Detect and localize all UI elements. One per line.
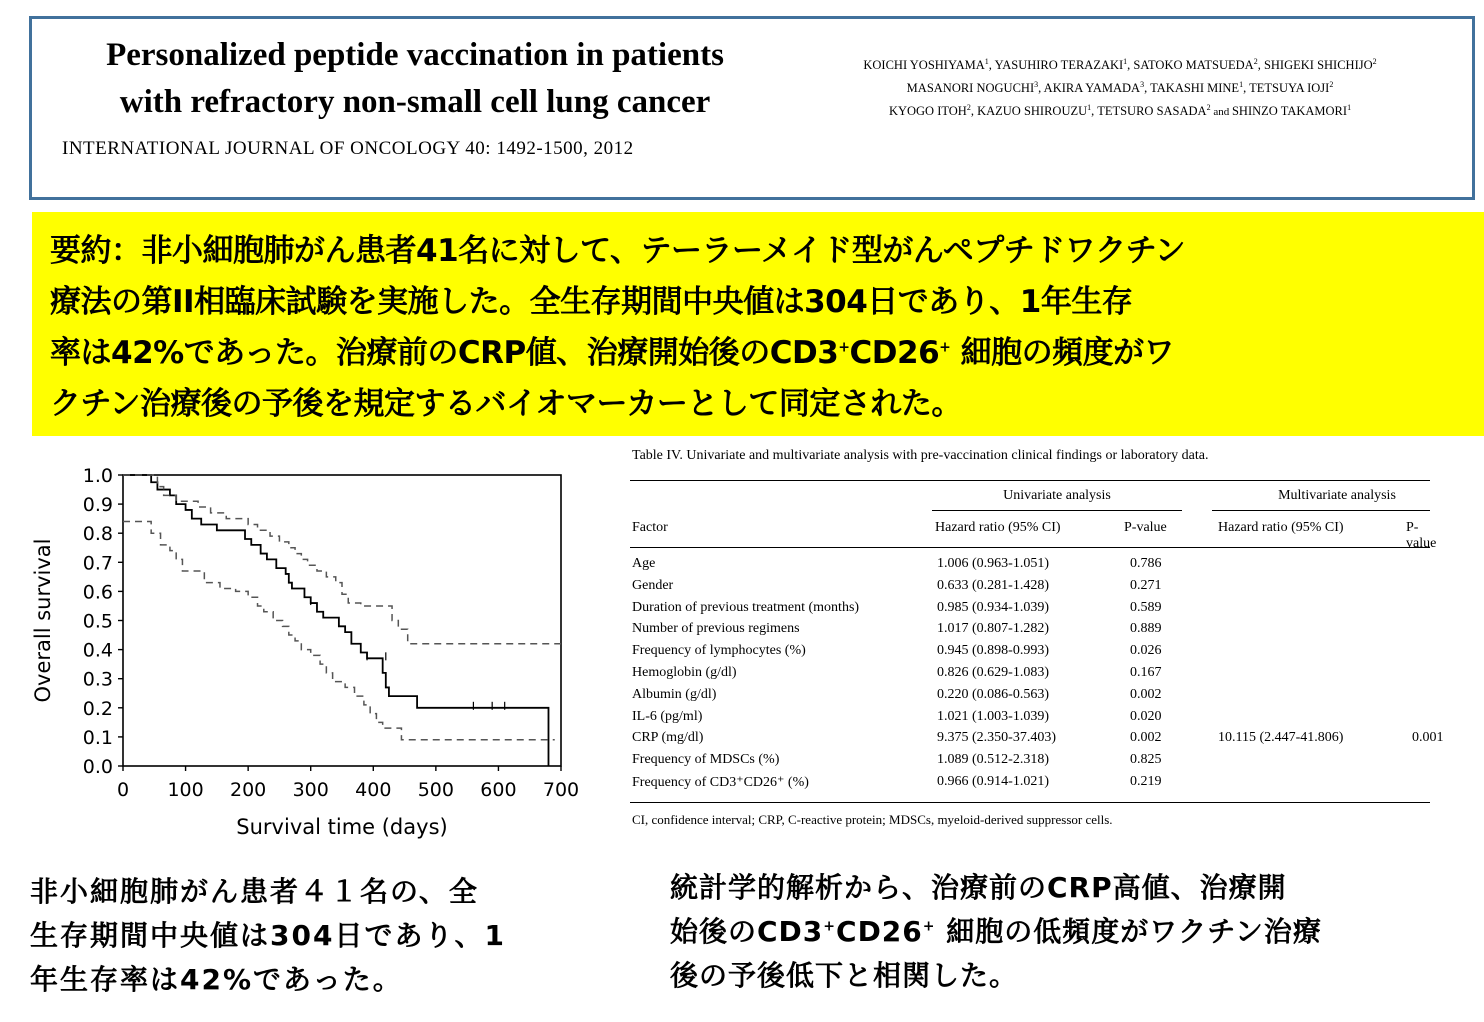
cell-factor: Hemoglobin (g/dl)	[632, 665, 737, 680]
paper-title-line2: with refractory non-small cell lung cancer	[119, 84, 711, 120]
caption-left	[30, 870, 590, 1002]
cell-factor: Gender	[632, 577, 674, 593]
multivariate-group-rule	[1212, 510, 1430, 511]
table-row	[630, 774, 1430, 795]
cell-factor: Number of previous regimens	[632, 621, 800, 637]
cell-uni-p: 0.026	[1130, 643, 1162, 659]
author-line: MASANORI NOGUCHI$^3$, AKIRA YAMADA$^3$, TAKASHI MINE$^1$, TETSUYA IOJI$^2$	[906, 80, 1334, 96]
author-affiliation: 1	[984, 57, 989, 66]
cell-factor: Age	[632, 556, 656, 571]
caption-right-line-1: 統計学的解析から、治療前のCRP高値、治療開	[670, 871, 1287, 904]
col-header-uni-hr: Hazard ratio (95% CI)	[935, 520, 1061, 535]
table-header-rule	[630, 547, 1430, 548]
cell-factor: IL-6 (pg/ml)	[632, 708, 703, 724]
x-tick-label: 700	[542, 779, 580, 801]
table-caption: Table IV. Univariate and multivariate analysis with pre-vaccination clinical findings or laboratory data.	[632, 448, 1209, 463]
cell-uni-p: 0.825	[1130, 752, 1162, 768]
cell-uni-p: 0.020	[1130, 708, 1162, 724]
author-name: KAZUO SHIROUZU$^1$	[977, 103, 1092, 119]
x-tick-label: 600	[480, 779, 517, 801]
author-name: TAKASHI MINE$^1$	[1150, 80, 1244, 96]
x-tick-label: 0	[116, 779, 130, 801]
cell-factor: Duration of previous treatment (months)	[632, 599, 860, 615]
table-row	[630, 556, 1430, 577]
author-name: SHINZO TAKAMORI$^1$	[1231, 103, 1352, 119]
x-tick-label: 200	[230, 779, 267, 801]
caption-right-line-2	[670, 910, 1460, 954]
caption-text: 始後のCD3	[670, 915, 824, 948]
author-affiliation: 2	[1253, 57, 1258, 66]
x-tick-label: 400	[355, 779, 392, 801]
author-name: AKIRA YAMADA$^3$	[1043, 80, 1145, 96]
cell-uni-hr: 1.021 (1.003-1.039)	[937, 708, 1049, 724]
cell-uni-hr: 9.375 (2.350-37.403)	[937, 730, 1056, 746]
paper-title	[30, 32, 800, 126]
table-row	[630, 600, 1430, 621]
cell-uni-hr: 0.826 (0.629-1.083)	[937, 665, 1049, 680]
author-and: and	[1210, 106, 1232, 119]
caption-text: CD26	[836, 915, 923, 948]
cell-uni-p: 0.271	[1130, 577, 1162, 593]
table-row	[630, 643, 1430, 664]
cell-uni-p: 0.002	[1130, 730, 1162, 746]
cell-factor: Albumin (g/dl)	[632, 686, 717, 702]
x-tick-label: 100	[167, 779, 204, 801]
caption-left-line-2: 生存期間中央値は304日であり、1	[30, 919, 506, 952]
summary-text: 細胞の頻度がワ	[950, 335, 1175, 371]
caption-right	[670, 866, 1460, 998]
table-row	[630, 709, 1430, 730]
cell-uni-p: 0.889	[1130, 621, 1162, 637]
table-bottom-rule	[630, 802, 1430, 803]
col-header-multi-p: P-value	[1406, 520, 1437, 551]
cell-uni-hr: 0.985 (0.934-1.039)	[937, 599, 1049, 615]
group-header-multivariate: Multivariate analysis	[1278, 488, 1396, 503]
author-name: YASUHIRO TERAZAKI$^1$	[994, 57, 1128, 73]
cell-uni-p: 0.167	[1130, 665, 1162, 680]
y-tick-label: 0.7	[82, 552, 113, 575]
author-line: KYOGO ITOH$^2$, KAZUO SHIROUZU$^1$, TETSURO SASADA$^2$ and SHINZO TAKAMORI$^1$	[888, 103, 1352, 119]
author-affiliation: 3	[1034, 80, 1039, 90]
author-affiliation: 2	[1329, 80, 1334, 90]
summary-line-2: 療法の第II相臨床試験を実施した。全生存期間中央値は304日であり、1年生存	[50, 284, 1133, 320]
y-tick-label: 0.4	[82, 639, 113, 662]
cell-factor: CRP (mg/dl)	[632, 730, 704, 746]
cell-uni-hr: 1.017 (0.807-1.282)	[937, 621, 1049, 637]
cell-multi-p: 0.001	[1412, 730, 1444, 746]
author-affiliation: 2	[1372, 57, 1377, 66]
table-row	[630, 730, 1444, 751]
author-affiliation: 1	[1087, 103, 1092, 113]
table-row	[630, 687, 1430, 708]
author-line: KOICHI YOSHIYAMA$^1$, YASUHIRO TERAZAKI$^1$, SATOKO MATSUEDA$^2$, SHIGEKI SHICHIJO$^2$	[863, 57, 1377, 73]
table-iv	[630, 448, 1444, 827]
caption-left-line-1: 非小細胞肺がん患者４１名の、全	[30, 875, 479, 908]
table-row	[630, 621, 1430, 642]
survival-curve-chart	[20, 455, 600, 855]
summary-line-3	[50, 328, 1466, 379]
univariate-group-rule	[932, 510, 1182, 511]
paper-title-line1: Personalized peptide vaccination in patients	[106, 37, 724, 73]
x-axis-label: Survival time (days)	[236, 815, 448, 839]
author-affiliation: 3	[1140, 80, 1145, 90]
plot-frame	[123, 475, 561, 766]
y-tick-label: 0.5	[82, 610, 113, 633]
x-tick-label: 300	[292, 779, 329, 801]
x-tick-label: 500	[417, 779, 454, 801]
table-row	[630, 752, 1430, 773]
table-top-rule	[630, 480, 1430, 481]
cell-uni-p: 0.786	[1130, 556, 1162, 571]
superscript-plus: +	[922, 918, 936, 935]
author-name: KYOGO ITOH$^2$	[888, 103, 971, 119]
summary-line-4: クチン治療後の予後を規定するバイオマーカーとして同定された。	[50, 386, 962, 422]
col-header-multi-hr: Hazard ratio (95% CI)	[1218, 520, 1344, 535]
author-affiliation: 1	[1123, 57, 1128, 66]
group-header-univariate: Univariate analysis	[1003, 488, 1111, 503]
author-affiliation: 1	[1347, 103, 1352, 113]
cell-uni-hr: 1.006 (0.963-1.051)	[937, 556, 1049, 571]
y-tick-label: 0.8	[82, 523, 113, 546]
author-name: SHIGEKI SHICHIJO$^2$	[1263, 57, 1377, 73]
confidence-band-curve	[123, 475, 561, 644]
y-tick-label: 0.3	[82, 668, 113, 691]
journal-citation: INTERNATIONAL JOURNAL OF ONCOLOGY 40: 1492-1500, 2012	[62, 138, 634, 159]
author-name: SATOKO MATSUEDA$^2$	[1133, 57, 1258, 73]
cell-uni-hr: 0.633 (0.281-1.428)	[937, 577, 1049, 593]
author-name: TETSURO SASADA$^2$	[1097, 103, 1211, 119]
author-name: MASANORI NOGUCHI$^3$	[906, 80, 1039, 96]
cell-uni-hr: 1.089 (0.512-2.318)	[937, 752, 1049, 768]
y-axis-label: Overall survival	[31, 538, 55, 703]
survival-curve	[123, 475, 548, 766]
author-affiliation: 2	[1206, 103, 1211, 113]
y-tick-label: 0.2	[82, 697, 113, 720]
table-row	[630, 665, 1430, 686]
table-row	[630, 578, 1430, 599]
cell-uni-hr: 0.220 (0.086-0.563)	[937, 686, 1049, 702]
y-tick-label: 0.6	[82, 581, 113, 604]
summary-line-1: 要約：非小細胞肺がん患者41名に対して、テーラーメイド型がんペプチドワクチン	[50, 233, 1186, 269]
cell-factor: Frequency of MDSCs (%)	[632, 752, 780, 768]
superscript-plus: +	[838, 339, 850, 356]
y-tick-label: 0.0	[82, 756, 113, 778]
caption-left-line-3: 年生存率は42%であった。	[30, 963, 403, 996]
cell-uni-p: 0.002	[1130, 686, 1162, 702]
superscript-plus: +	[823, 918, 837, 935]
table-footnote: CI, confidence interval; CRP, C-reactive protein; MDSCs, myeloid-derived suppressor cells.	[632, 812, 1113, 827]
col-header-uni-p: P-value	[1124, 520, 1167, 535]
cell-factor: Frequency of CD3⁺CD26⁺ (%)	[632, 775, 809, 790]
caption-text: 細胞の低頻度がワクチン治療	[935, 915, 1322, 948]
y-tick-label: 0.1	[82, 726, 113, 749]
cell-uni-hr: 0.966 (0.914-1.021)	[937, 774, 1049, 789]
caption-right-line-3: 後の予後低下と相関した。	[670, 959, 1019, 992]
author-name: KOICHI YOSHIYAMA$^1$	[863, 57, 989, 73]
author-affiliation: 1	[1239, 80, 1244, 90]
cell-uni-p: 0.219	[1130, 774, 1162, 789]
cell-uni-hr: 0.945 (0.898-0.993)	[937, 643, 1049, 659]
summary-text: CD26	[849, 335, 940, 371]
cell-factor: Frequency of lymphocytes (%)	[632, 643, 806, 659]
y-tick-label: 0.9	[82, 494, 113, 517]
superscript-plus: +	[939, 339, 951, 356]
author-list	[800, 52, 1440, 122]
summary-text: 率は42%であった。治療前のCRP値、治療開始後のCD3	[50, 335, 839, 371]
col-header-factor: Factor	[632, 520, 668, 535]
summary-box	[32, 212, 1484, 436]
author-affiliation: 2	[966, 103, 971, 113]
author-name: TETSUYA IOJI$^2$	[1249, 80, 1334, 96]
cell-multi-hr: 10.115 (2.447-41.806)	[1218, 730, 1344, 746]
y-tick-label: 1.0	[82, 465, 113, 487]
cell-uni-p: 0.589	[1130, 599, 1162, 615]
